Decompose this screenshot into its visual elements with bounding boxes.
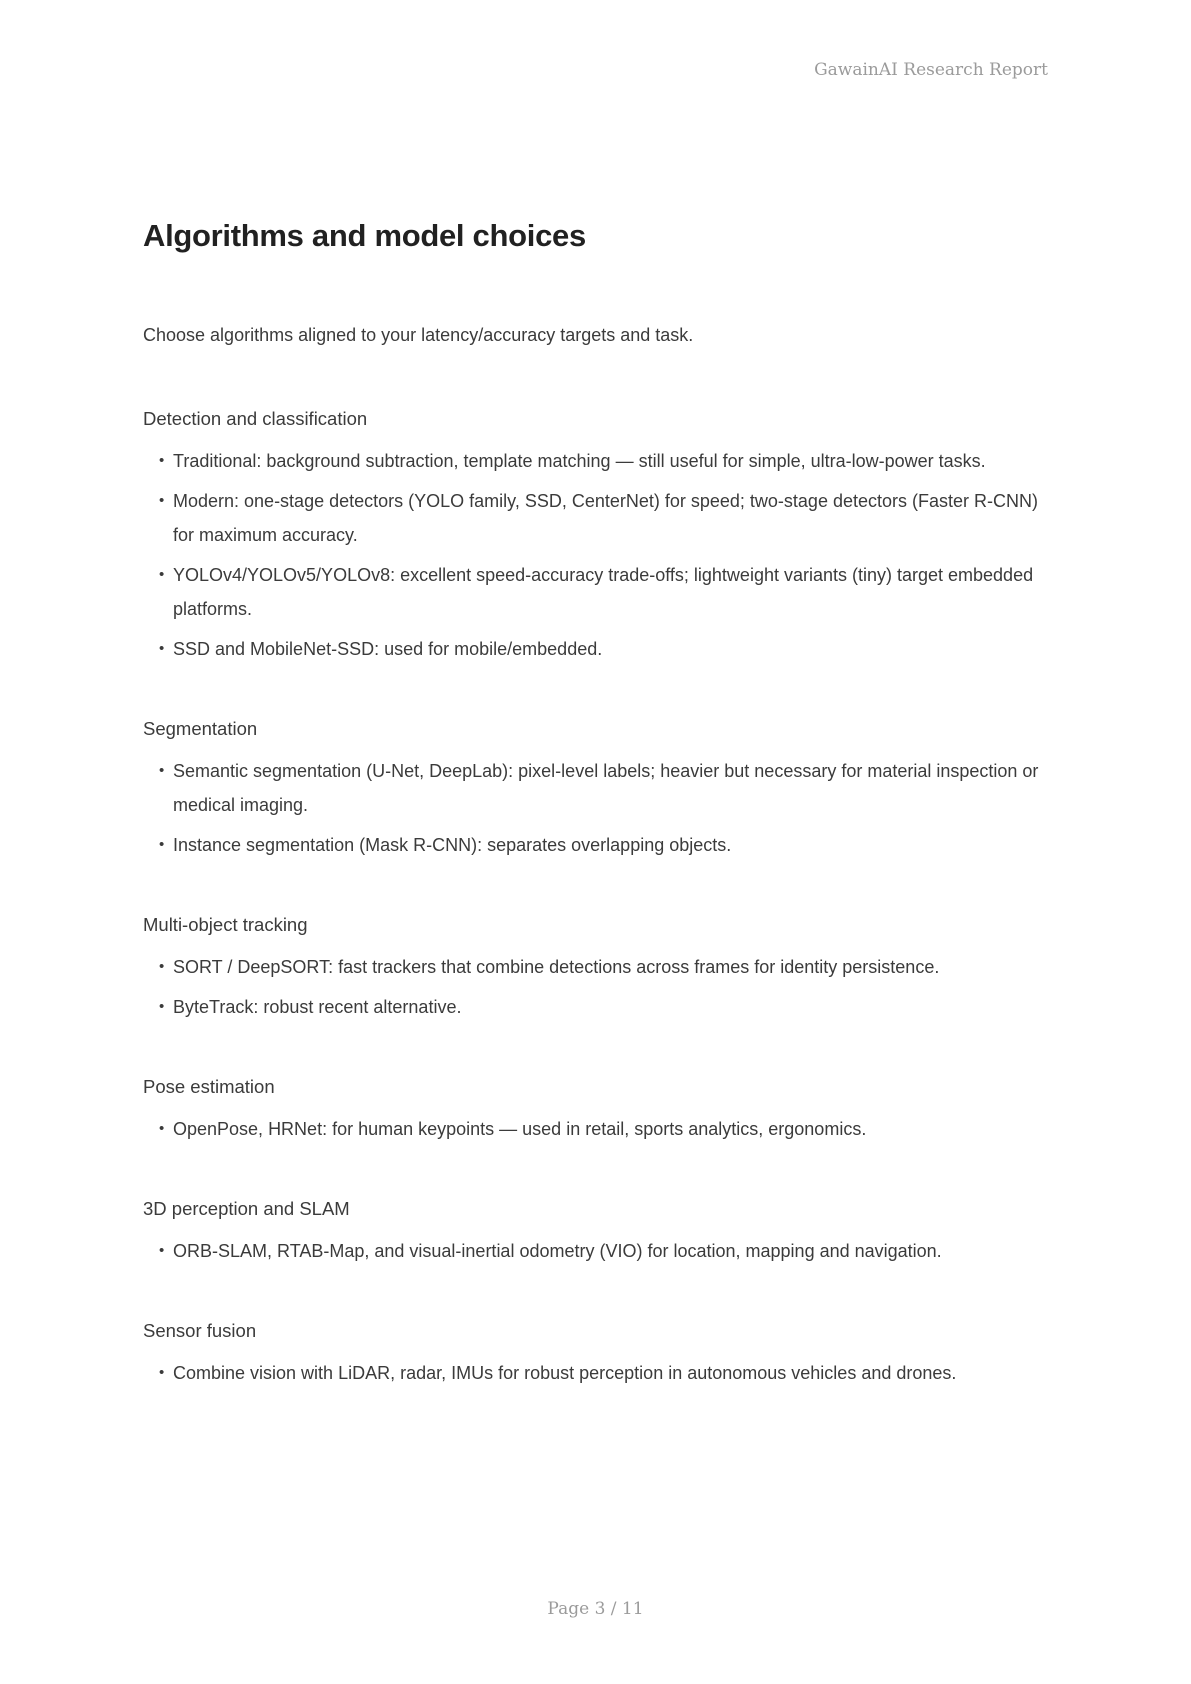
bullet-list bbox=[143, 1234, 1048, 1268]
bullet-item: • ByteTrack: robust recent alternative. bbox=[143, 990, 1048, 1024]
bullet-item: • Combine vision with LiDAR, radar, IMUs for robust perception in autonomous vehicles and drones. bbox=[143, 1356, 1048, 1390]
section-sensor-fusion bbox=[143, 1314, 1048, 1390]
section-detection-and-classification bbox=[143, 402, 1048, 666]
page-title: Algorithms and model choices bbox=[143, 218, 586, 253]
bullet-item: • Semantic segmentation (U-Net, DeepLab): pixel-level labels; heavier but necessary for material inspection or medical imaging. bbox=[143, 754, 1048, 822]
intro-paragraph: Choose algorithms aligned to your latency/accuracy targets and task. bbox=[143, 325, 694, 345]
section-heading: Sensor fusion bbox=[143, 1320, 257, 1341]
bullet-item: • YOLOv4/YOLOv5/YOLOv8: excellent speed-accuracy trade-offs; lightweight variants (tiny) target embedded platforms. bbox=[143, 558, 1048, 626]
section-heading: Pose estimation bbox=[143, 1076, 275, 1097]
page-footer: Page 3 / 11 bbox=[547, 1599, 644, 1619]
section-3d-perception-and-slam bbox=[143, 1192, 1048, 1268]
section-multi-object-tracking bbox=[143, 908, 1048, 1024]
bullet-item: • SORT / DeepSORT: fast trackers that combine detections across frames for identity persistence. bbox=[143, 950, 1048, 984]
section-heading: Detection and classification bbox=[143, 408, 368, 429]
bullet-list bbox=[143, 754, 1048, 862]
section-heading: Segmentation bbox=[143, 718, 258, 739]
bullet-item: • Instance segmentation (Mask R-CNN): separates overlapping objects. bbox=[143, 828, 1048, 862]
bullet-list bbox=[143, 950, 1048, 1024]
bullet-list bbox=[143, 1112, 1048, 1146]
bullet-item: • Traditional: background subtraction, template matching — still useful for simple, ultra-low-power tasks. bbox=[143, 444, 1048, 478]
section-segmentation bbox=[143, 712, 1048, 862]
section-heading: 3D perception and SLAM bbox=[143, 1198, 350, 1219]
bullet-list bbox=[143, 444, 1048, 666]
bullet-item: • Modern: one-stage detectors (YOLO family, SSD, CenterNet) for speed; two-stage detectors (Faster R-CNN) for maximum accuracy. bbox=[143, 484, 1048, 552]
bullet-item: • OpenPose, HRNet: for human keypoints — used in retail, sports analytics, ergonomics. bbox=[143, 1112, 1048, 1146]
section-heading: Multi-object tracking bbox=[143, 914, 308, 935]
bullet-item: • ORB-SLAM, RTAB-Map, and visual-inertial odometry (VIO) for location, mapping and navigation. bbox=[143, 1234, 1048, 1268]
report-header: GawainAI Research Report bbox=[814, 60, 1048, 80]
bullet-list bbox=[143, 1356, 1048, 1390]
section-pose-estimation bbox=[143, 1070, 1048, 1146]
bullet-item: • SSD and MobileNet-SSD: used for mobile/embedded. bbox=[143, 632, 1048, 666]
